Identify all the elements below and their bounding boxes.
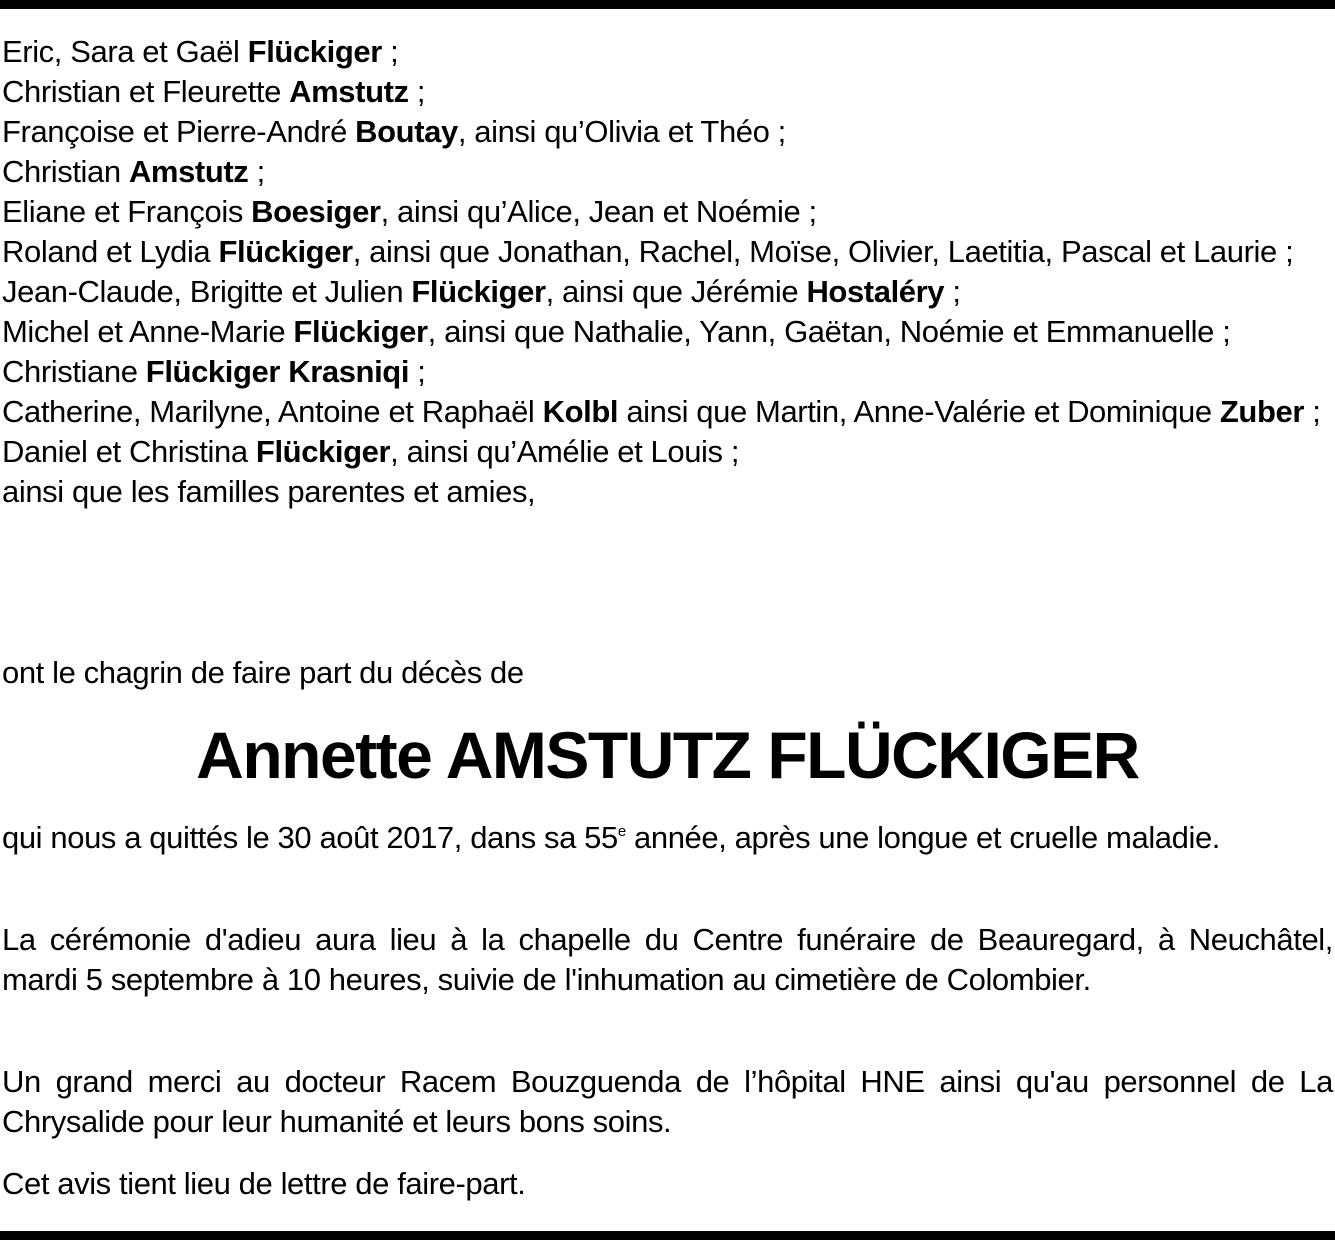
family-line: Eric, Sara et Gaël Flückiger ; [2,34,399,69]
family-line: Eliane et François Boesiger, ainsi qu’Alice, Jean et Noémie ; [2,194,817,229]
family-line: Christiane Flückiger Krasniqi ; [2,354,426,389]
family-line: Françoise et Pierre-André Boutay, ainsi qu’Olivia et Théo ; [2,114,786,149]
surname: Amstutz [289,74,409,109]
surname: Flückiger Krasniqi [145,354,410,389]
family-line: Christian et Fleurette Amstutz ; [2,74,426,109]
surname: Boesiger [251,194,381,229]
surname: Kolbl [542,394,619,429]
surname: Amstutz [128,154,249,189]
thanks-paragraph: Un grand merci au docteur Racem Bouzguenda de l’hôpital HNE ainsi qu'au personnel de La Chrysalide pour leur humanité et leurs bons soins. [2,1064,1333,1139]
surname: Boutay [355,114,458,149]
surname: Zuber [1219,394,1304,429]
intro-text: ont le chagrin de faire part du décès de [2,655,524,690]
surname: Flückiger [411,274,546,309]
death-paragraph: qui nous a quittés le 30 août 2017, dans sa 55e année, après une longue et cruelle maladie. [2,820,1221,855]
family-line: Jean-Claude, Brigitte et Julien Flückiger, ainsi que Jérémie Hostaléry ; [2,274,961,309]
top-rule [0,0,1335,9]
ceremony-paragraph: La cérémonie d'adieu aura lieu à la chapelle du Centre funéraire de Beauregard, à Neuchâtel, mardi 5 septembre à 10 heures, suivie de l'inhumation au cimetière de Colombier. [2,922,1333,997]
surname: Flückiger [255,434,391,469]
ordinal-superscript: e [617,823,626,840]
family-line: Roland et Lydia Flückiger, ainsi que Jonathan, Rachel, Moïse, Olivier, Laetitia, Pascal et Laurie ; [2,234,1294,269]
bottom-rule [0,1231,1335,1240]
family-list [2,32,1332,512]
surname: Hostaléry [806,274,945,309]
family-line: Christian Amstutz ; [2,154,265,189]
surname: Flückiger [218,234,353,269]
family-line: Michel et Anne-Marie Flückiger, ainsi que Nathalie, Yann, Gaëtan, Noémie et Emmanuelle ; [2,314,1231,349]
family-line: Catherine, Marilyne, Antoine et Raphaël Kolbl ainsi que Martin, Anne-Valérie et Dominique Zuber ; [2,394,1321,429]
notice-paragraph: Cet avis tient lieu de lettre de faire-part. [2,1166,526,1201]
family-line: Daniel et Christina Flückiger, ainsi qu’Amélie et Louis ; [2,434,740,469]
surname: Flückiger [247,34,382,69]
deceased-name: Annette AMSTUTZ FLÜCKIGER [196,718,1139,792]
surname: Flückiger [293,314,428,349]
family-line: ainsi que les familles parentes et amies, [2,474,536,509]
